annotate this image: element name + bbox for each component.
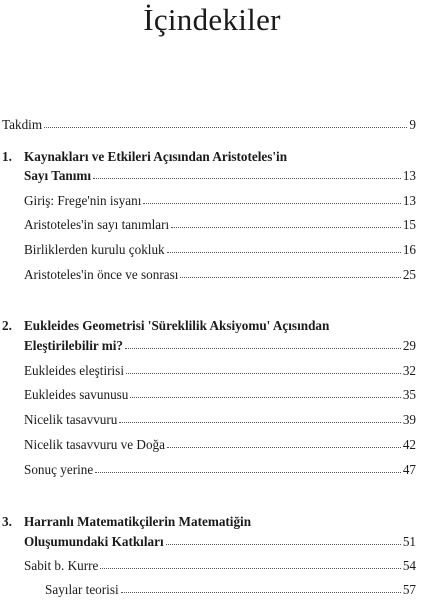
toc-entry-page: 51 (402, 534, 416, 549)
dot-leader (171, 227, 401, 228)
section-heading-line1[interactable]: Kaynakları ve Etkileri Açısından Aristoteles'in (24, 149, 288, 164)
toc-entry-page: 35 (402, 387, 416, 402)
dot-leader (180, 277, 400, 278)
toc-entry-page: 39 (402, 412, 416, 427)
dot-leader (119, 422, 400, 423)
toc-entry[interactable] (24, 437, 416, 453)
dot-leader (126, 373, 401, 374)
dot-leader (167, 252, 401, 253)
dot-leader (44, 127, 407, 128)
toc-entry-page: 29 (402, 338, 416, 353)
toc-entry-page: 13 (402, 193, 416, 208)
section-heading-line1[interactable]: Eukleides Geometrisi 'Süreklilik Aksiyomu' Açısından (24, 318, 330, 333)
toc-entry-takdim[interactable] (2, 117, 416, 133)
toc-subentry[interactable] (45, 582, 416, 598)
toc-entry-label: Aristoteles'in önce ve sonrası (24, 267, 179, 282)
toc-entry[interactable] (24, 217, 416, 233)
toc-entry-page: 25 (402, 267, 416, 282)
toc-entry-page: 15 (402, 217, 416, 232)
section-number: 1. (2, 149, 12, 164)
toc-entry-page: 32 (402, 363, 416, 378)
toc-entry[interactable] (24, 462, 416, 478)
toc-entry-page: 57 (402, 582, 416, 597)
toc-entry-label: Birliklerden kurulu çokluk (24, 242, 165, 257)
dot-leader (130, 397, 400, 398)
section-heading-line1[interactable]: Harranlı Matematikçilerin Matematiğin (24, 514, 252, 529)
section-number: 3. (2, 514, 12, 529)
section-heading-line2: Sayı Tanımı (24, 168, 92, 183)
page-title: İçindekiler (143, 2, 281, 37)
dot-leader (125, 348, 401, 349)
toc-entry-page: 16 (402, 242, 416, 257)
dot-leader (166, 544, 401, 545)
toc-entry-page: 54 (402, 558, 416, 573)
dot-leader (167, 447, 401, 448)
dot-leader (100, 568, 400, 569)
toc-entry-page: 47 (402, 462, 416, 477)
toc-entry-page: 13 (402, 168, 416, 183)
toc-entry-label: Sayılar teorisi (45, 582, 119, 597)
toc-entry-label: Aristoteles'in sayı tanımları (24, 217, 170, 232)
section-heading-line2: Eleştirilebilir mi? (24, 338, 124, 353)
toc-entry[interactable] (24, 412, 416, 428)
toc-entry[interactable] (24, 558, 416, 574)
toc-entry-label: Nicelik tasavvuru (24, 412, 118, 427)
toc-section-2[interactable] (24, 338, 416, 354)
toc-entry-label: Eukleides savunusu (24, 387, 129, 402)
toc-entry-label: Takdim (2, 117, 43, 132)
toc-entry-label: Eukleides eleştirisi (24, 363, 124, 378)
toc-section-1[interactable] (24, 168, 416, 184)
dot-leader (95, 472, 401, 473)
toc-entry[interactable] (24, 267, 416, 283)
toc-entry-label: Sabit b. Kurre (24, 558, 99, 573)
toc-entry[interactable] (24, 363, 416, 379)
toc-entry[interactable] (24, 193, 416, 209)
toc-entry-label: Sonuç yerine (24, 462, 94, 477)
dot-leader (121, 592, 401, 593)
section-heading-line2: Oluşumundaki Katkıları (24, 534, 164, 549)
dot-leader (143, 203, 400, 204)
toc-entry-page: 9 (409, 117, 416, 132)
toc-entry-label: Giriş: Frege'nin isyanı (24, 193, 142, 208)
toc-section-3[interactable] (24, 534, 416, 550)
toc-entry[interactable] (24, 387, 416, 403)
toc-entry-page: 42 (402, 437, 416, 452)
toc-entry-label: Nicelik tasavvuru ve Doğa (24, 437, 165, 452)
section-number: 2. (2, 318, 12, 333)
dot-leader (93, 178, 401, 179)
toc-entry[interactable] (24, 242, 416, 258)
